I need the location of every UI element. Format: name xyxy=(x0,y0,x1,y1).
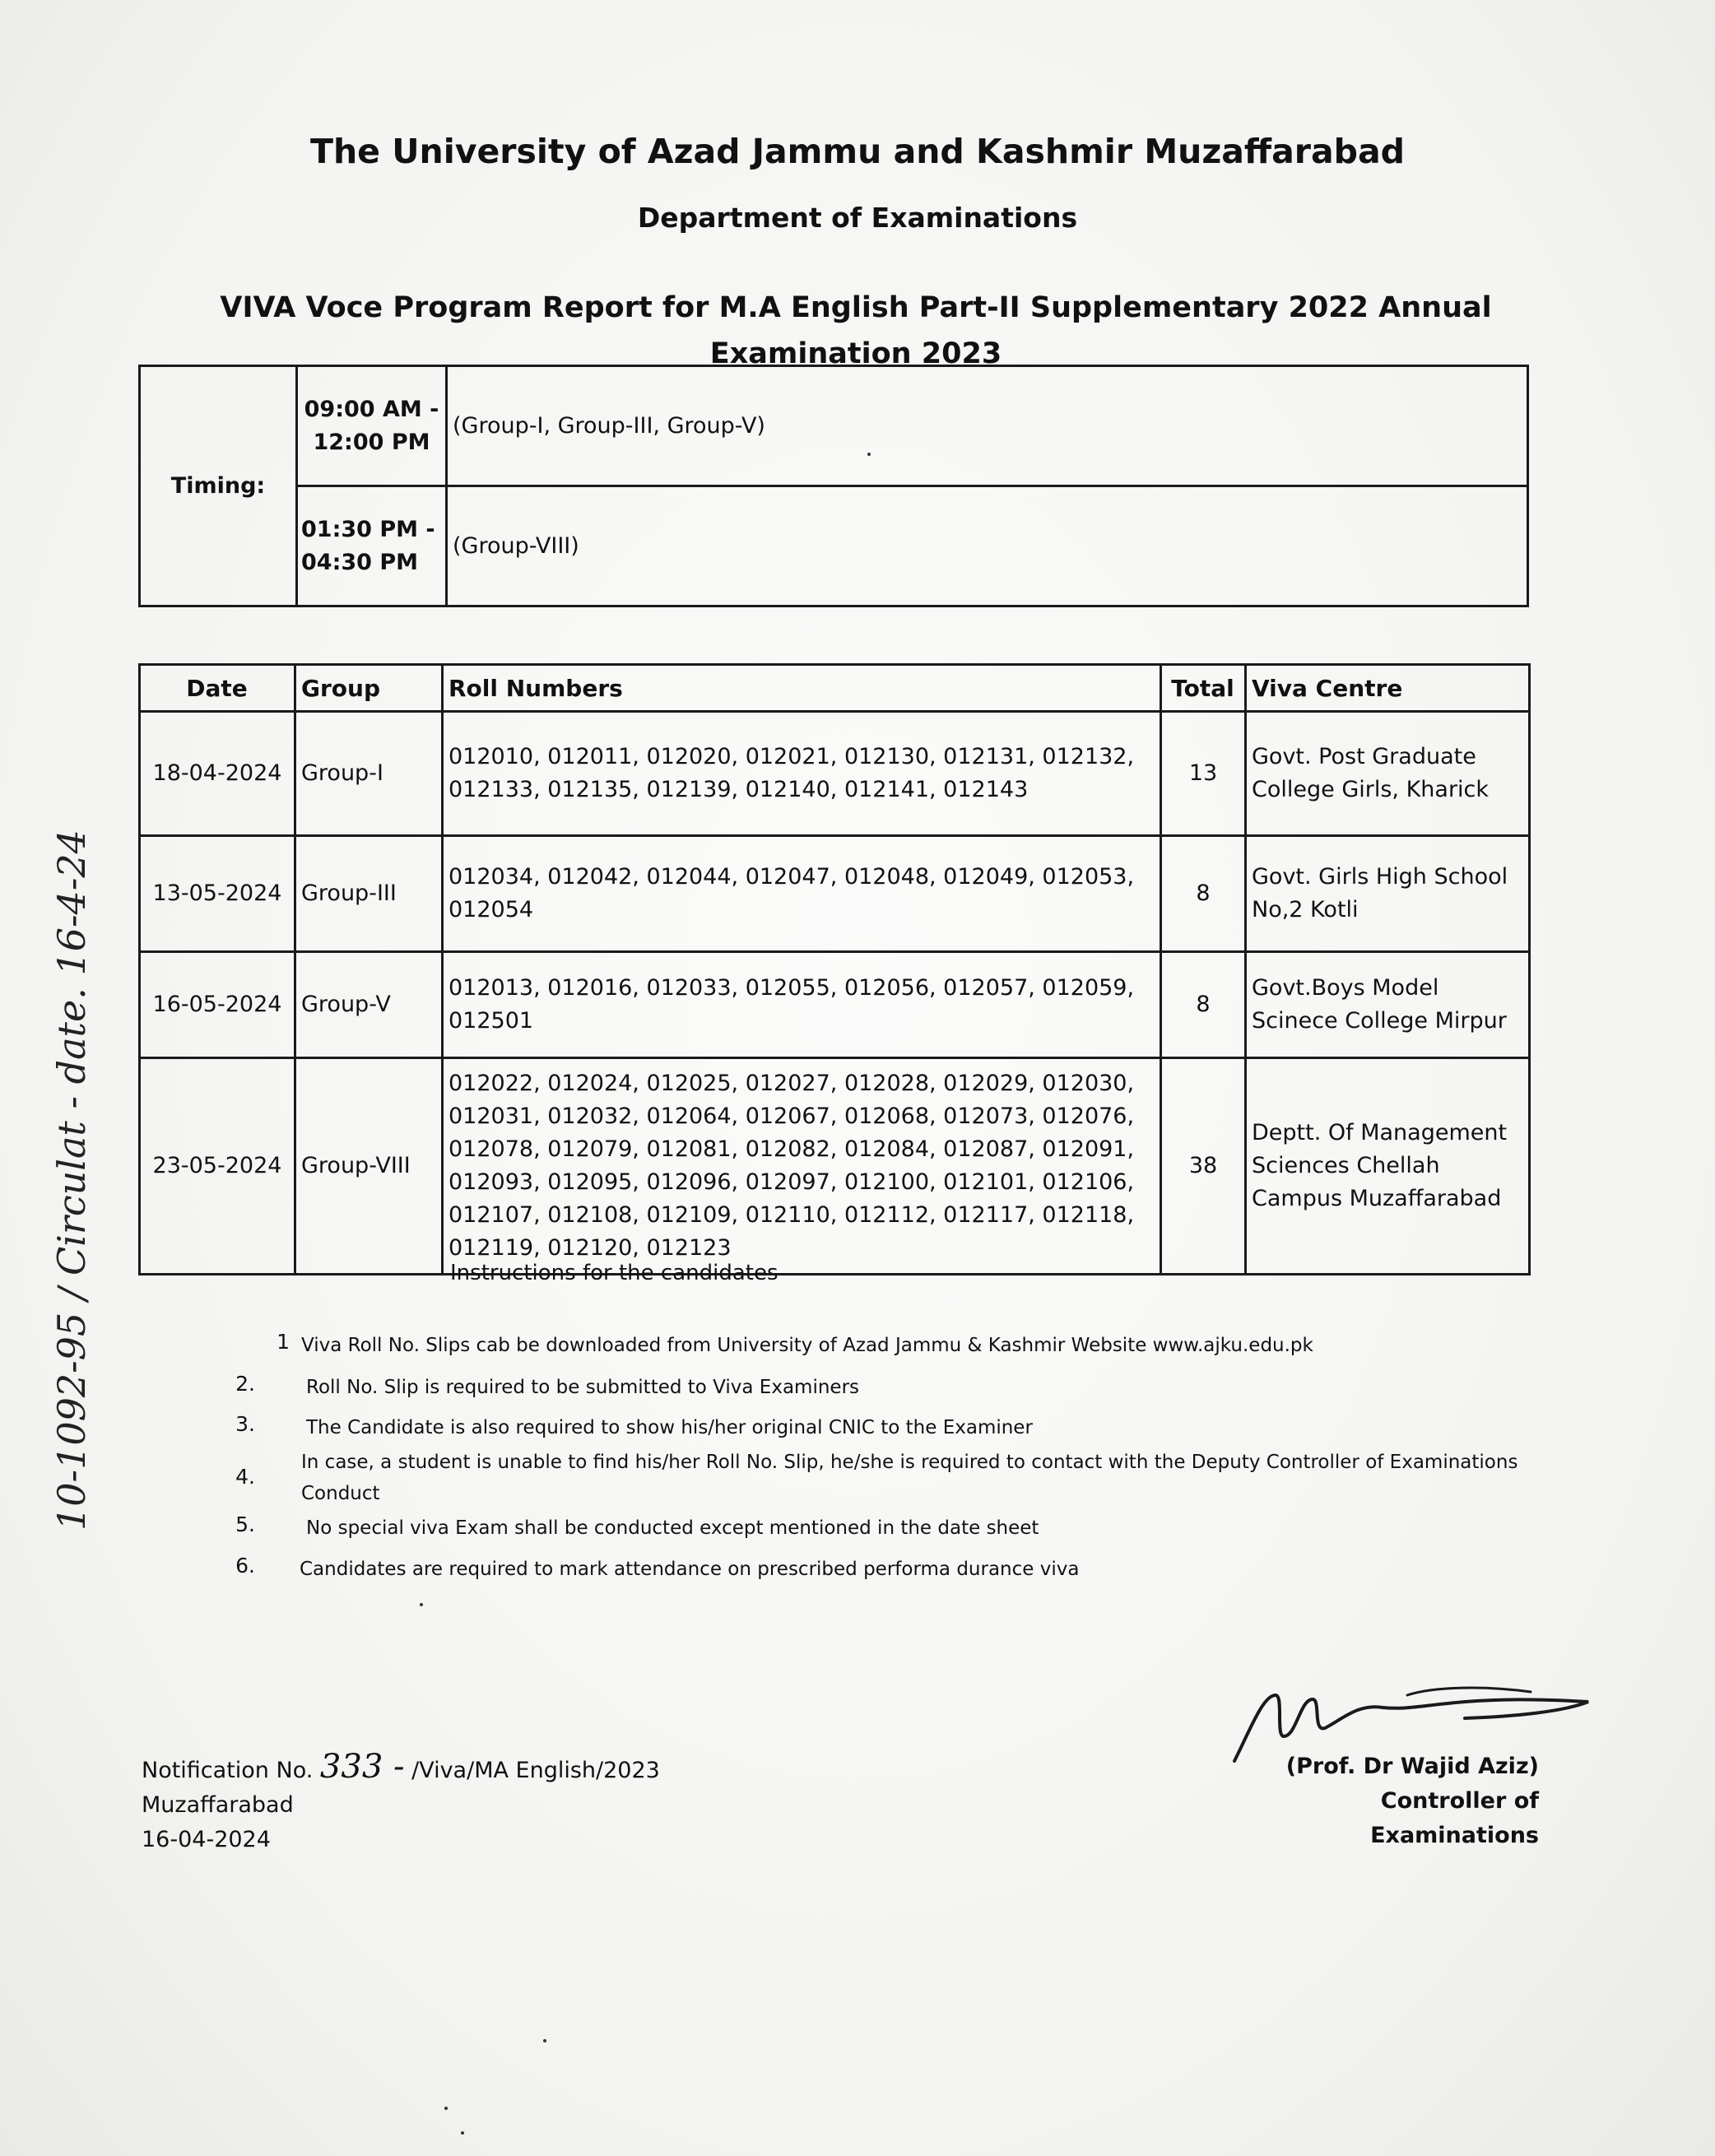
notification-suffix: /Viva/MA English/2023 xyxy=(411,1758,660,1783)
instruction-text: Roll No. Slip is required to be submitted to Viva Examiners xyxy=(306,1377,860,1398)
instruction-text: The Candidate is also required to show his/her original CNIC to the Examiner xyxy=(306,1417,1033,1438)
table-row xyxy=(140,712,1530,836)
cell-date: 18-04-2024 xyxy=(140,712,295,836)
cell-centre: Govt. Girls High School No,2 Kotli xyxy=(1246,836,1530,952)
instructions-title: Instructions for the candidates xyxy=(450,1261,778,1285)
cell-rolls: 012010, 012011, 012020, 012021, 012130, 012131, 012132, 012133, 012135, 012139, 012140, 012141, 012143 xyxy=(443,712,1161,836)
instruction-number: 4. xyxy=(235,1465,255,1489)
timing-end: 12:00 PM xyxy=(313,429,430,455)
cell-group: Group-I xyxy=(295,712,443,836)
department-name: Department of Examinations xyxy=(637,202,1078,234)
report-title: VIVA Voce Program Report for M.A English Part-II Supplementary 2022 Annual Examination 2023 xyxy=(220,291,1492,370)
col-header-centre: Viva Centre xyxy=(1246,665,1530,712)
notification-prefix: Notification No. xyxy=(142,1758,314,1783)
cell-total: 8 xyxy=(1161,952,1246,1058)
cell-group: Group-V xyxy=(295,952,443,1058)
cell-rolls: 012034, 012042, 012044, 012047, 012048, 012049, 012053, 012054 xyxy=(443,836,1161,952)
cell-date: 16-05-2024 xyxy=(140,952,295,1058)
instruction-number: 6. xyxy=(235,1554,255,1578)
cell-centre: Deptt. Of Management Sciences Chellah Campus Muzaffarabad xyxy=(1246,1058,1530,1275)
signatory-title: Controller of Examinations xyxy=(1370,1788,1539,1848)
signatory-block xyxy=(1251,1749,1539,1853)
notification-handwritten-number: 333 - xyxy=(319,1748,405,1786)
schedule-table xyxy=(138,663,1531,1275)
timing-row xyxy=(140,486,1528,606)
timing-slot-groups: (Group-I, Group-III, Group-V) xyxy=(447,366,1528,486)
cell-centre: Govt.Boys Model Scinece College Mirpur xyxy=(1246,952,1530,1058)
instruction-number: 2. xyxy=(235,1372,255,1396)
timing-start: 01:30 PM - xyxy=(301,516,435,542)
timing-slot-time xyxy=(297,366,447,486)
timing-end: 04:30 PM xyxy=(301,549,419,575)
cell-centre: Govt. Post Graduate College Girls, Kharick xyxy=(1246,712,1530,836)
cell-rolls: 012022, 012024, 012025, 012027, 012028, 012029, 012030, 012031, 012032, 012064, 012067, 012068, 012073, 012076, 012078, 012079, 012081, 012082, 012084, 012087, 012091, 012093, 012095, 012096, 012097, 012100, 012101, 012106, 012107, 012108, 012109, 012110, 012112, 012117, 012118, 012119, 012120, 012123 xyxy=(443,1058,1161,1275)
notification-line xyxy=(142,1749,660,1788)
university-name: The University of Azad Jammu and Kashmir Muzaffarabad xyxy=(310,132,1405,171)
notification-block xyxy=(142,1749,660,1857)
timing-start: 09:00 AM - xyxy=(304,396,439,422)
table-row xyxy=(140,1058,1530,1275)
instruction-text: Viva Roll No. Slips cab be downloaded from University of Azad Jammu & Kashmir Website www.ajku.edu.pk xyxy=(301,1335,1313,1356)
instruction-text: Candidates are required to mark attendance on prescribed performa durance viva xyxy=(300,1559,1080,1580)
col-header-total: Total xyxy=(1161,665,1246,712)
instruction-number: 1 xyxy=(277,1330,290,1354)
table-row xyxy=(140,836,1530,952)
speck xyxy=(420,1603,423,1606)
handwritten-margin-note: 10-1092-95 / Circulat - date. 16-4-24 xyxy=(49,829,94,1531)
speck xyxy=(543,2039,546,2042)
col-header-rolls: Roll Numbers xyxy=(443,665,1161,712)
cell-total: 8 xyxy=(1161,836,1246,952)
timing-row xyxy=(140,366,1528,486)
instruction-number: 5. xyxy=(235,1512,255,1536)
timing-label: Timing: xyxy=(140,366,297,606)
timing-slot-groups: (Group-VIII) xyxy=(447,486,1528,606)
speck xyxy=(444,2107,448,2110)
speck xyxy=(461,2131,464,2135)
timing-table xyxy=(138,365,1529,607)
instruction-text: In case, a student is unable to find his/her Roll No. Slip, he/she is required to contact with the Deputy Controller of Examinations Conduct xyxy=(301,1452,1518,1504)
cell-total: 13 xyxy=(1161,712,1246,836)
cell-total: 38 xyxy=(1161,1058,1246,1275)
table-row xyxy=(140,952,1530,1058)
speck xyxy=(867,453,871,456)
signatory-name: (Prof. Dr Wajid Aziz) xyxy=(1285,1754,1539,1779)
col-header-date: Date xyxy=(140,665,295,712)
cell-date: 23-05-2024 xyxy=(140,1058,295,1275)
instruction-number: 3. xyxy=(235,1412,255,1436)
instruction-text: No special viva Exam shall be conducted except mentioned in the date sheet xyxy=(306,1517,1039,1539)
col-header-group: Group xyxy=(295,665,443,712)
cell-date: 13-05-2024 xyxy=(140,836,295,952)
timing-slot-time xyxy=(297,486,447,606)
notification-date: 16-04-2024 xyxy=(142,1827,271,1852)
cell-group: Group-VIII xyxy=(295,1058,443,1275)
cell-group: Group-III xyxy=(295,836,443,952)
schedule-header-row xyxy=(140,665,1530,712)
notification-city: Muzaffarabad xyxy=(142,1792,294,1818)
cell-rolls: 012013, 012016, 012033, 012055, 012056, 012057, 012059, 012501 xyxy=(443,952,1161,1058)
